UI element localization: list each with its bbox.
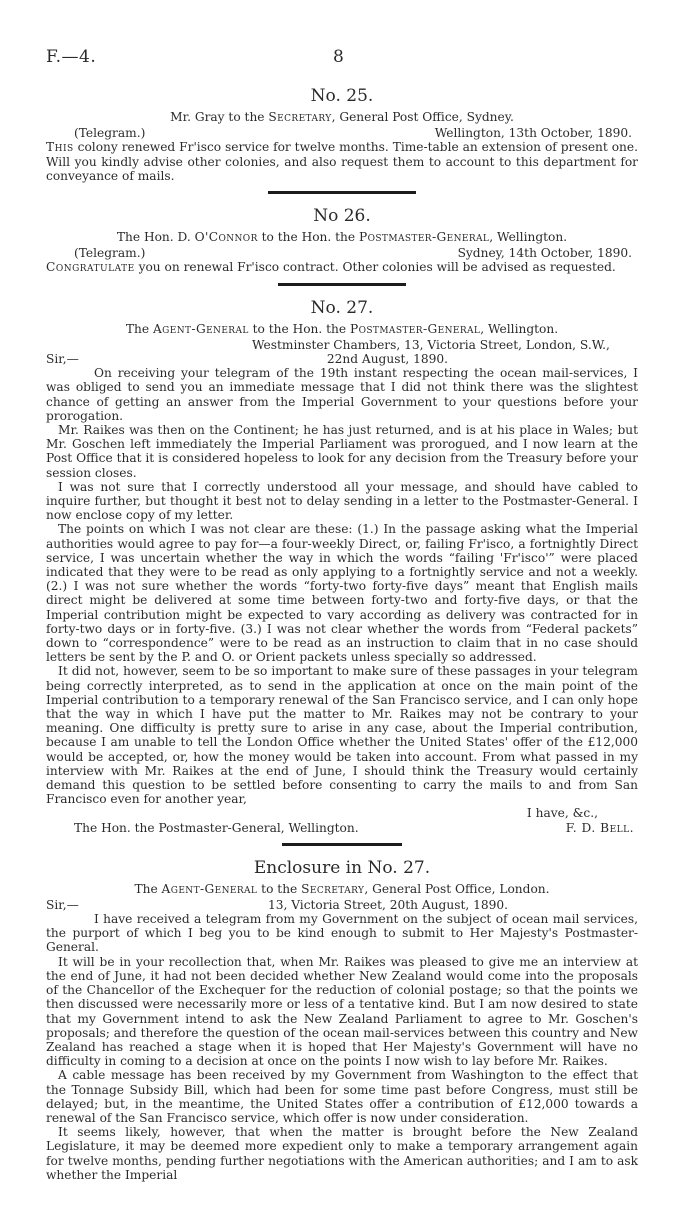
letter-paragraph: I was not sure that I correctly understood all your message, and should have cabled to inquire further, but thought it best not to delay sending in a letter to the Postmaster-General. I now enclose copy of my letter. xyxy=(46,479,638,523)
section-address: The Agent-General to the Hon. the Postmaster-General, Wellington. xyxy=(125,321,559,336)
letter-paragraph: It did not, however, seem to be so important to make sure of these passages in your telegram being correctly interpreted, as to send in the application at once on the main point of the Imperial contribution to a temporary renewal of the San Francisco service, and I can only hope that the way in which I have put the matter to Mr. Raikes may not be contrary to your meaning. One difficulty is pretty sure to arise in any case, about the Imperial contribution, because I am unable to tell the London Office whether the United States' offer of the £12,000 would be accepted, or, how the money would be taken into account. From what passed in my interview with Mr. Raikes at the end of June, I should think the Treasury would certainly demand this question to be settled before consenting to carry the mails to and from San Francisco even for another year, xyxy=(46,664,638,807)
salutation-line xyxy=(46,352,638,366)
place-date: Sydney, 14th October, 1890. xyxy=(457,246,632,261)
section-no26 xyxy=(46,206,638,275)
letter-paragraph: Mr. Raikes was then on the Continent; he has just returned, and is at his place in Wales; but Mr. Goschen left immediately the Imperial Parliament was prorogued, and I now learn at the Post Office that it is considered hopeless to look for any decision from the Treasury before your session closes. xyxy=(46,423,638,480)
letter-paragraph: It will be in your recollection that, when Mr. Raikes was pleased to give me an interview at the end of June, it had not been decided whether New Zealand would come into the proposals of the Chancellor of the Exchequer for the reduction of colonial postage; so that the points we then discussed were necessarily more or less of a tentative kind. But I am now desired to state that my Government intend to ask the New Zealand Parliament to agree to Mr. Goschen's proposals; and therefore the question of the ocean mail-services between this country and New Zealand has reached a stage when it is hoped that Her Majesty's Government will have no difficulty in coming to a decision at once on the points I now wish to lay before Mr. Raikes. xyxy=(46,954,638,1069)
telegram-body: Congratulate you on renewal Fr'isco contract. Other colonies will be advised as requested. xyxy=(46,260,616,275)
section-no25 xyxy=(46,86,638,183)
page-header xyxy=(46,0,638,78)
letter-paragraph: It seems likely, however, that when the matter is brought before the New Zealand Legislature, it may be deemed more expedient only to make a temporary arrangement again for twelve months, pending further negotiations with the American authorities; and I am to ask whether the Imperial xyxy=(46,1125,638,1182)
section-divider xyxy=(278,283,406,286)
letter-paragraph: A cable message has been received by my Government from Washington to the effect that the Tonnage Subsidy Bill, which had been for some time past before Congress, must still be delayed; but, in the meantime, the United States offer a contribution of £12,000 towards a renewal of the San Francisco service, which offer is now under consideration. xyxy=(46,1068,638,1125)
section-divider xyxy=(282,843,402,846)
salutation: Sir,— xyxy=(46,897,79,912)
closing: I have, &c., xyxy=(526,806,598,821)
section-address: The Agent-General to the Secretary, General Post Office, London. xyxy=(134,881,550,896)
section-enclosure xyxy=(46,858,638,1182)
section-divider xyxy=(268,191,416,194)
addressee: The Hon. the Postmaster-General, Wellington. xyxy=(74,820,359,835)
section-title: No 26. xyxy=(313,206,371,226)
letter-paragraph: On receiving your telegram of the 19th instant respecting the ocean mail-services, I was obliged to send you an immediate message that I did not think there was the slightest chance of getting an answer from the Imperial Government to your questions before your prorogation. xyxy=(46,366,638,423)
section-title: No. 25. xyxy=(310,86,374,106)
section-address: The Hon. D. O'Connor to the Hon. the Postmaster-General, Wellington. xyxy=(116,230,568,244)
place-date: Wellington, 13th October, 1890. xyxy=(434,126,632,141)
salutation-line xyxy=(46,898,638,912)
document-reference: F.—4. xyxy=(46,47,97,67)
sender-address: Westminster Chambers, 13, Victoria Street, London, S.W., xyxy=(252,337,610,352)
telegram-body: This colony renewed Fr'isco service for twelve months. Time-table an extension of present one. Will you kindly advise other colonies, and also request them to account to this department for conveyance of mails. xyxy=(46,140,638,183)
letter-paragraph: The points on which I was not clear are these: (1.) In the passage asking what the Imperial authorities would agree to pay for—a four-weekly Direct, or, failing Fr'isco, a fortnightly Direct service, I was uncertain whether the way in which the words “failing 'Fr'isco'” were placed indicated that they were to be read as only applying to a fortnightly service and not a weekly. (2.) I was not sure whether the words “forty-two forty-five days” meant that English mails direct might be delivered at some time between forty-two and forty-five days, or that the Imperial contribution might be expected to vary according as delivery was contracted for in forty-two days or in forty-five. (3.) I was not clear whether the words from “Federal packets” down to “correspondence” were to be read as an instruction to claim that in no case should letters be sent by the P. and O. or Orient packets unless specially so addressed. xyxy=(46,522,638,665)
section-title: No. 27. xyxy=(310,297,374,318)
telegram-line xyxy=(46,126,638,140)
telegram-label: (Telegram.) xyxy=(74,246,146,261)
signature: F. D. Bell. xyxy=(565,820,634,835)
salutation: Sir,— xyxy=(46,352,79,366)
telegram-line xyxy=(46,246,638,260)
letter-paragraph: I have received a telegram from my Government on the subject of ocean mail services, the purport of which I beg you to be kind enough to submit to Her Majesty's Postmaster-General. xyxy=(46,912,638,955)
section-no27 xyxy=(46,298,638,837)
page-number: 8 xyxy=(333,47,344,67)
letter-date: 22nd August, 1890. xyxy=(326,352,448,366)
section-address: Mr. Gray to the Secretary, General Post Office, Sydney. xyxy=(170,110,514,124)
section-title: Enclosure in No. 27. xyxy=(253,857,431,878)
telegram-label: (Telegram.) xyxy=(74,126,146,141)
place-date: 13, Victoria Street, 20th August, 1890. xyxy=(267,897,508,912)
signature-line xyxy=(46,821,638,837)
